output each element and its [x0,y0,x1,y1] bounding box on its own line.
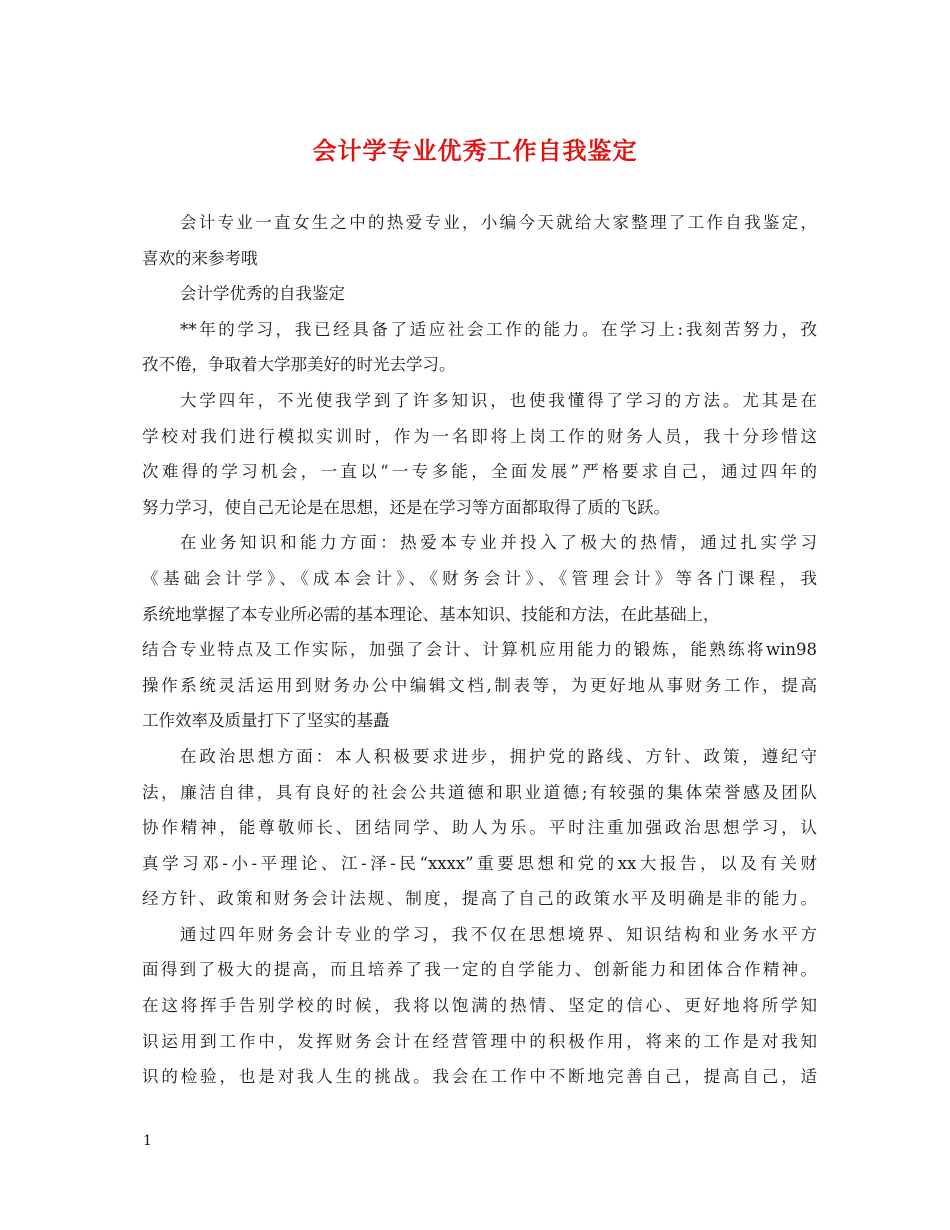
body-line: 孜不倦，争取着大学那美好的时光去学习。 [142,355,456,375]
body-line: 在业务知识和能力方面：热爱本专业并投入了极大的热情，通过扎实学习 [180,533,817,553]
body-line: 面得到了极大的提高，而且培养了我一定的自学能力、创新能力和团体合作精神。 [142,960,817,980]
body-line: 识的检验，也是对我人生的挑战。我会在工作中不断地完善自己，提高自己，适 [142,1067,817,1087]
body-line: 系统地掌握了本专业所必需的基本理论、基本知识、技能和方法，在此基础上， [142,604,720,624]
body-line: 会计专业一直女生之中的热爱专业，小编今天就给大家整理了工作自我鉴定， [180,213,817,232]
body-line: 协作精神，能尊敬师长、团结同学、助人为乐。平时注重加强政治思想学习，认 [142,818,817,838]
body-line: 次难得的学习机会，一直以“一专多能，全面发展”严格要求自己，通过四年的 [142,462,817,482]
body-line: 结合专业特点及工作实际，加强了会计、计算机应用能力的锻炼，能熟练将win98 [142,640,817,660]
page-number: 1 [143,1133,152,1149]
document-body [142,205,817,1095]
body-line: 工作效率及质量打下了坚实的基矗 [142,711,390,731]
body-line: 通过四年财务会计专业的学习，我不仅在思想境界、知识结构和业务水平方 [180,924,817,944]
body-line: 真学习邓-小-平理论、江-泽-民“xxxx”重要思想和党的xx大报告，以及有关财 [142,853,817,873]
document-title: 会计学专业优秀工作自我鉴定 [312,136,638,165]
body-line: 在这将挥手告别学校的时候，我将以饱满的热情、坚定的信心、更好地将所学知 [142,996,817,1016]
body-line: 识运用到工作中，发挥财务会计在经营管理中的积极作用，将来的工作是对我知 [142,1031,817,1051]
body-line: 喜欢的来参考哦 [142,248,258,268]
body-line: 操作系统灵活运用到财务办公中编辑文档,制表等，为更好地从事财务工作，提高 [142,675,817,695]
body-line: 努力学习，使自己无论是在思想，还是在学习等方面都取得了质的飞跃。 [142,497,670,517]
body-line: 学校对我们进行模拟实训时，作为一名即将上岗工作的财务人员，我十分珍惜这 [142,426,817,446]
body-line: 《基础会计学》、《成本会计》、《财务会计》、《管理会计》等各门课程，我 [142,568,817,588]
section-heading: 会计学优秀的自我鉴定 [180,284,345,304]
body-line: 大学四年，不光使我学到了许多知识，也使我懂得了学习的方法。尤其是在 [180,390,817,410]
body-line: 法，廉洁自律，具有良好的社会公共道德和职业道德;有较强的集体荣誉感及团队 [142,782,817,802]
body-line: 在政治思想方面：本人积极要求进步，拥护党的路线、方针、政策，遵纪守 [180,746,817,766]
body-line: 经方针、政策和财务会计法规、制度，提高了自己的政策水平及明确是非的能力。 [142,889,817,909]
body-line: **年的学习，我已经具备了适应社会工作的能力。在学习上:我刻苦努力，孜 [180,319,817,339]
